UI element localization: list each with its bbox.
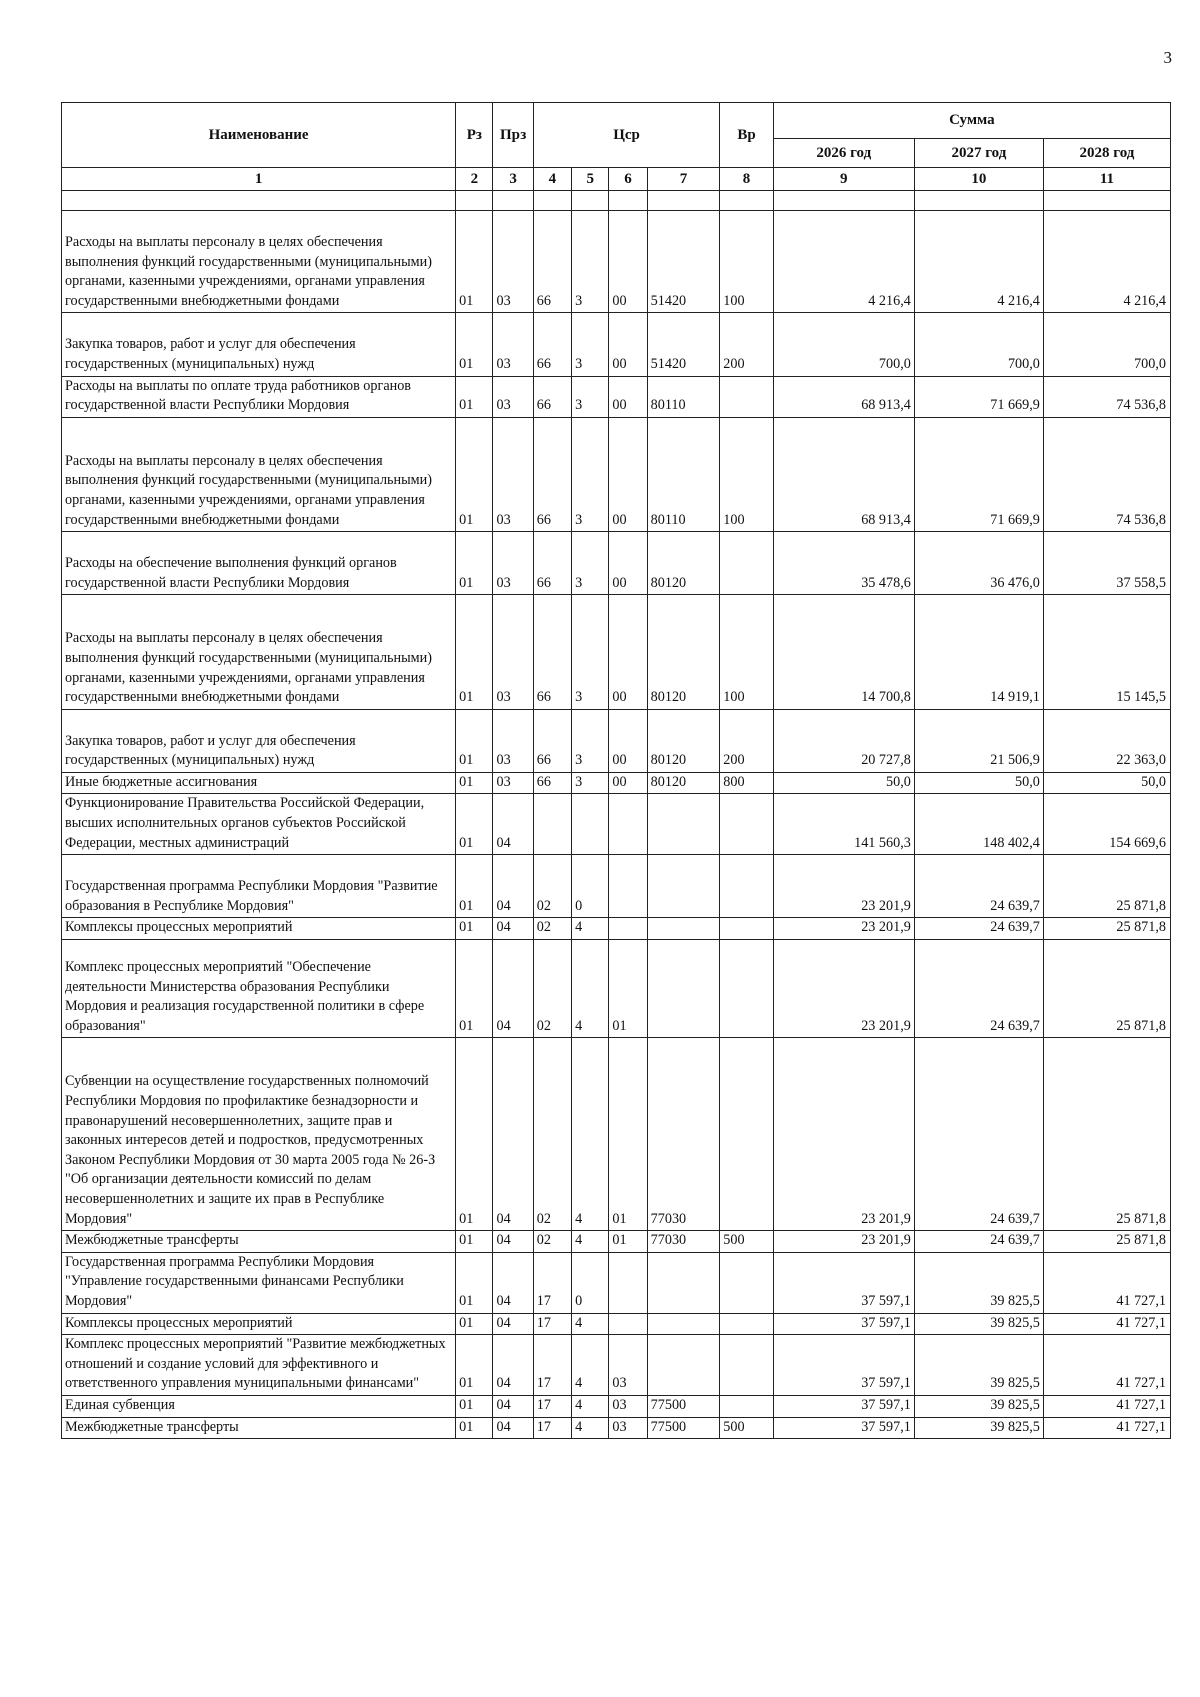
row-amount-2028: 74 536,8 [1043, 417, 1170, 531]
row-csr-1 [533, 794, 571, 855]
row-name: Расходы на выплаты персоналу в целях обеспечения выполнения функций государственными (муниципальными) органами, казенными учреждениями, органами управления государственными внебюджетными фондами [62, 417, 456, 531]
row-csr-1: 66 [533, 376, 571, 417]
row-csr-1: 02 [533, 918, 571, 940]
row-csr-1: 66 [533, 211, 571, 313]
column-number: 4 [533, 168, 571, 191]
row-name: Комплекс процессных мероприятий "Обеспечение деятельности Министерства образования Республики Мордовия и реализация государственной политики в сфере образования" [62, 940, 456, 1038]
row-amount-2026: 23 201,9 [773, 940, 914, 1038]
row-amount-2026: 23 201,9 [773, 1038, 914, 1231]
row-prz: 04 [493, 1313, 533, 1335]
row-rz: 01 [456, 1231, 493, 1253]
header-vr: Вр [720, 103, 773, 168]
row-prz: 03 [493, 709, 533, 772]
row-name: Функционирование Правительства Российской Федерации, высших исполнительных органов субъектов Российской Федерации, местных администраций [62, 794, 456, 855]
row-csr-2 [572, 794, 609, 855]
row-amount-2028: 4 216,4 [1043, 211, 1170, 313]
row-vr [720, 794, 773, 855]
row-csr-3 [609, 1313, 647, 1335]
row-csr-4: 80110 [647, 376, 720, 417]
row-csr-1: 02 [533, 1231, 571, 1253]
row-amount-2028: 41 727,1 [1043, 1313, 1170, 1335]
row-rz: 01 [456, 1335, 493, 1396]
row-csr-2: 4 [572, 1038, 609, 1231]
row-rz: 01 [456, 1417, 493, 1439]
column-number: 8 [720, 168, 773, 191]
row-name: Межбюджетные трансферты [62, 1231, 456, 1253]
row-csr-4: 51420 [647, 313, 720, 376]
table-row [62, 1231, 1171, 1253]
column-number: 11 [1043, 168, 1170, 191]
table-row [62, 1313, 1171, 1335]
row-csr-3: 01 [609, 1231, 647, 1253]
row-amount-2028: 41 727,1 [1043, 1252, 1170, 1313]
row-rz: 01 [456, 709, 493, 772]
row-vr: 500 [720, 1231, 773, 1253]
row-csr-4: 80120 [647, 772, 720, 794]
row-amount-2028: 41 727,1 [1043, 1335, 1170, 1396]
row-csr-4 [647, 1313, 720, 1335]
header-year-2028: 2028 год [1043, 139, 1170, 168]
row-amount-2027: 24 639,7 [914, 1038, 1043, 1231]
row-csr-3: 00 [609, 313, 647, 376]
row-amount-2027: 39 825,5 [914, 1252, 1043, 1313]
row-csr-1: 17 [533, 1335, 571, 1396]
row-csr-1: 17 [533, 1313, 571, 1335]
row-amount-2028: 700,0 [1043, 313, 1170, 376]
row-amount-2027: 39 825,5 [914, 1335, 1043, 1396]
row-amount-2026: 37 597,1 [773, 1335, 914, 1396]
row-amount-2026: 141 560,3 [773, 794, 914, 855]
row-prz: 04 [493, 1417, 533, 1439]
table-row [62, 532, 1171, 595]
row-rz: 01 [456, 1252, 493, 1313]
row-amount-2027: 36 476,0 [914, 532, 1043, 595]
row-rz: 01 [456, 1395, 493, 1417]
row-csr-1: 02 [533, 1038, 571, 1231]
row-vr [720, 940, 773, 1038]
row-csr-1: 02 [533, 855, 571, 918]
table-body [62, 191, 1171, 1439]
row-name: Субвенции на осуществление государственных полномочий Республики Мордовия по профилактике безнадзорности и правонарушений несовершеннолетних, защите прав и законных интересов детей и подростков, предусмотренных Законом Республики Мордовия от 30 марта 2005 года № 26-З "Об организации деятельности комиссий по делам несовершеннолетних и защите их прав в Республике Мордовия" [62, 1038, 456, 1231]
row-amount-2027: 700,0 [914, 313, 1043, 376]
row-prz: 04 [493, 794, 533, 855]
row-csr-3 [609, 855, 647, 918]
row-amount-2028: 50,0 [1043, 772, 1170, 794]
row-vr: 100 [720, 211, 773, 313]
row-csr-2: 4 [572, 1395, 609, 1417]
row-amount-2028: 25 871,8 [1043, 940, 1170, 1038]
table-row [62, 417, 1171, 531]
row-name: Закупка товаров, работ и услуг для обеспечения государственных (муниципальных) нужд [62, 709, 456, 772]
row-name: Расходы на выплаты по оплате труда работников органов государственной власти Республики Мордовия [62, 376, 456, 417]
row-prz: 04 [493, 1231, 533, 1253]
row-rz: 01 [456, 532, 493, 595]
row-rz: 01 [456, 940, 493, 1038]
table-row [62, 855, 1171, 918]
row-csr-3: 01 [609, 940, 647, 1038]
row-name: Расходы на выплаты персоналу в целях обеспечения выполнения функций государственными (муниципальными) органами, казенными учреждениями, органами управления государственными внебюджетными фондами [62, 595, 456, 709]
row-vr [720, 1335, 773, 1396]
row-csr-4: 77030 [647, 1038, 720, 1231]
row-csr-3: 00 [609, 532, 647, 595]
row-name: Иные бюджетные ассигнования [62, 772, 456, 794]
row-vr [720, 1038, 773, 1231]
row-csr-2: 4 [572, 1231, 609, 1253]
table-row [62, 211, 1171, 313]
row-csr-4 [647, 1335, 720, 1396]
row-csr-2: 4 [572, 1313, 609, 1335]
row-csr-4 [647, 918, 720, 940]
column-number: 9 [773, 168, 914, 191]
row-name: Расходы на выплаты персоналу в целях обеспечения выполнения функций государственными (муниципальными) органами, казенными учреждениями, органами управления государственными внебюджетными фондами [62, 211, 456, 313]
row-csr-3 [609, 1252, 647, 1313]
table-row [62, 1335, 1171, 1396]
header-name: Наименование [62, 103, 456, 168]
table-row [62, 794, 1171, 855]
row-csr-3 [609, 918, 647, 940]
row-csr-1: 17 [533, 1395, 571, 1417]
row-csr-2: 0 [572, 1252, 609, 1313]
row-rz: 01 [456, 1038, 493, 1231]
row-name: Межбюджетные трансферты [62, 1417, 456, 1439]
header-prz: Прз [493, 103, 533, 168]
header-sum: Сумма [773, 103, 1170, 139]
spacer-row [62, 191, 1171, 211]
row-csr-4: 80120 [647, 595, 720, 709]
row-prz: 03 [493, 595, 533, 709]
row-name: Государственная программа Республики Мордовия "Управление государственными финансами Республики Мордовия" [62, 1252, 456, 1313]
row-amount-2027: 39 825,5 [914, 1313, 1043, 1335]
row-csr-1: 17 [533, 1417, 571, 1439]
row-amount-2026: 23 201,9 [773, 1231, 914, 1253]
page-number: 3 [1163, 48, 1172, 67]
row-csr-4: 80110 [647, 417, 720, 531]
row-prz: 03 [493, 772, 533, 794]
column-number: 6 [609, 168, 647, 191]
row-prz: 03 [493, 313, 533, 376]
row-csr-4: 80120 [647, 709, 720, 772]
table-row [62, 1417, 1171, 1439]
row-amount-2027: 4 216,4 [914, 211, 1043, 313]
row-vr: 800 [720, 772, 773, 794]
row-name: Единая субвенция [62, 1395, 456, 1417]
row-csr-3: 00 [609, 709, 647, 772]
row-amount-2027: 14 919,1 [914, 595, 1043, 709]
row-amount-2027: 50,0 [914, 772, 1043, 794]
row-csr-1: 17 [533, 1252, 571, 1313]
column-number: 5 [572, 168, 609, 191]
row-csr-1: 66 [533, 313, 571, 376]
row-vr [720, 1252, 773, 1313]
row-prz: 04 [493, 1335, 533, 1396]
row-amount-2026: 23 201,9 [773, 918, 914, 940]
row-vr: 200 [720, 313, 773, 376]
table-row [62, 918, 1171, 940]
table-row [62, 1038, 1171, 1231]
column-number: 10 [914, 168, 1043, 191]
row-vr [720, 532, 773, 595]
table-row [62, 595, 1171, 709]
row-vr: 100 [720, 417, 773, 531]
row-amount-2026: 23 201,9 [773, 855, 914, 918]
row-csr-2: 3 [572, 313, 609, 376]
column-number: 1 [62, 168, 456, 191]
row-amount-2028: 25 871,8 [1043, 1038, 1170, 1231]
row-amount-2026: 35 478,6 [773, 532, 914, 595]
row-csr-2: 3 [572, 595, 609, 709]
row-csr-3: 00 [609, 417, 647, 531]
table-row [62, 1252, 1171, 1313]
row-amount-2027: 21 506,9 [914, 709, 1043, 772]
row-csr-1: 66 [533, 772, 571, 794]
row-vr [720, 855, 773, 918]
row-amount-2026: 50,0 [773, 772, 914, 794]
row-name: Государственная программа Республики Мордовия "Развитие образования в Республике Мордовия" [62, 855, 456, 918]
row-csr-3: 00 [609, 772, 647, 794]
table-row [62, 1395, 1171, 1417]
row-rz: 01 [456, 855, 493, 918]
row-amount-2028: 25 871,8 [1043, 855, 1170, 918]
row-amount-2027: 24 639,7 [914, 918, 1043, 940]
row-csr-2: 0 [572, 855, 609, 918]
row-amount-2028: 15 145,5 [1043, 595, 1170, 709]
row-vr [720, 376, 773, 417]
header-year-2026: 2026 год [773, 139, 914, 168]
row-amount-2028: 25 871,8 [1043, 918, 1170, 940]
budget-table [61, 102, 1171, 1439]
column-number: 2 [456, 168, 493, 191]
row-rz: 01 [456, 772, 493, 794]
row-rz: 01 [456, 794, 493, 855]
row-amount-2027: 24 639,7 [914, 1231, 1043, 1253]
row-csr-2: 4 [572, 940, 609, 1038]
table-row [62, 313, 1171, 376]
row-amount-2028: 41 727,1 [1043, 1395, 1170, 1417]
row-csr-1: 66 [533, 595, 571, 709]
row-amount-2026: 20 727,8 [773, 709, 914, 772]
row-csr-3: 03 [609, 1395, 647, 1417]
row-csr-2: 3 [572, 772, 609, 794]
row-csr-2: 3 [572, 211, 609, 313]
row-prz: 04 [493, 918, 533, 940]
row-vr [720, 1395, 773, 1417]
row-rz: 01 [456, 417, 493, 531]
row-vr [720, 918, 773, 940]
row-amount-2027: 24 639,7 [914, 855, 1043, 918]
row-csr-4: 77030 [647, 1231, 720, 1253]
row-amount-2028: 22 363,0 [1043, 709, 1170, 772]
row-rz: 01 [456, 918, 493, 940]
row-prz: 04 [493, 1395, 533, 1417]
row-prz: 03 [493, 532, 533, 595]
row-csr-1: 66 [533, 709, 571, 772]
table-row [62, 772, 1171, 794]
row-name: Закупка товаров, работ и услуг для обеспечения государственных (муниципальных) нужд [62, 313, 456, 376]
row-name: Комплекс процессных мероприятий "Развитие межбюджетных отношений и создание условий для эффективного и ответственного управления муниципальными финансами" [62, 1335, 456, 1396]
table-row [62, 940, 1171, 1038]
row-prz: 03 [493, 376, 533, 417]
row-csr-1: 02 [533, 940, 571, 1038]
row-amount-2026: 68 913,4 [773, 417, 914, 531]
row-amount-2026: 68 913,4 [773, 376, 914, 417]
row-csr-4 [647, 855, 720, 918]
column-numbers-row [62, 168, 1171, 191]
row-csr-2: 3 [572, 532, 609, 595]
row-csr-3: 03 [609, 1417, 647, 1439]
row-amount-2026: 37 597,1 [773, 1417, 914, 1439]
row-csr-4 [647, 1252, 720, 1313]
row-amount-2028: 37 558,5 [1043, 532, 1170, 595]
row-csr-4 [647, 940, 720, 1038]
row-csr-2: 3 [572, 709, 609, 772]
row-rz: 01 [456, 595, 493, 709]
row-csr-3: 00 [609, 595, 647, 709]
row-amount-2027: 148 402,4 [914, 794, 1043, 855]
row-amount-2026: 37 597,1 [773, 1252, 914, 1313]
row-name: Комплексы процессных мероприятий [62, 1313, 456, 1335]
row-csr-3: 00 [609, 211, 647, 313]
row-prz: 03 [493, 417, 533, 531]
header-year-2027: 2027 год [914, 139, 1043, 168]
row-name: Комплексы процессных мероприятий [62, 918, 456, 940]
row-csr-2: 3 [572, 376, 609, 417]
row-vr: 100 [720, 595, 773, 709]
row-csr-1: 66 [533, 532, 571, 595]
row-prz: 04 [493, 855, 533, 918]
row-csr-4: 77500 [647, 1395, 720, 1417]
row-csr-3: 03 [609, 1335, 647, 1396]
row-amount-2028: 25 871,8 [1043, 1231, 1170, 1253]
row-vr: 500 [720, 1417, 773, 1439]
row-prz: 03 [493, 211, 533, 313]
row-rz: 01 [456, 313, 493, 376]
row-csr-3: 01 [609, 1038, 647, 1231]
row-amount-2027: 39 825,5 [914, 1395, 1043, 1417]
row-name: Расходы на обеспечение выполнения функций органов государственной власти Республики Мордовия [62, 532, 456, 595]
row-amount-2026: 37 597,1 [773, 1395, 914, 1417]
table-row [62, 376, 1171, 417]
row-amount-2026: 700,0 [773, 313, 914, 376]
row-amount-2026: 14 700,8 [773, 595, 914, 709]
column-number: 3 [493, 168, 533, 191]
row-csr-4: 77500 [647, 1417, 720, 1439]
row-vr [720, 1313, 773, 1335]
row-csr-3 [609, 794, 647, 855]
header-rz: Рз [456, 103, 493, 168]
row-amount-2027: 71 669,9 [914, 376, 1043, 417]
row-amount-2027: 39 825,5 [914, 1417, 1043, 1439]
row-csr-2: 4 [572, 1335, 609, 1396]
row-rz: 01 [456, 376, 493, 417]
row-csr-2: 4 [572, 1417, 609, 1439]
row-csr-3: 00 [609, 376, 647, 417]
header-csr: Цср [533, 103, 720, 168]
row-amount-2026: 37 597,1 [773, 1313, 914, 1335]
row-prz: 04 [493, 1252, 533, 1313]
row-prz: 04 [493, 940, 533, 1038]
row-csr-4: 80120 [647, 532, 720, 595]
row-rz: 01 [456, 1313, 493, 1335]
row-vr: 200 [720, 709, 773, 772]
row-csr-2: 4 [572, 918, 609, 940]
table-row [62, 709, 1171, 772]
row-rz: 01 [456, 211, 493, 313]
row-prz: 04 [493, 1038, 533, 1231]
row-amount-2028: 74 536,8 [1043, 376, 1170, 417]
row-amount-2027: 24 639,7 [914, 940, 1043, 1038]
row-amount-2026: 4 216,4 [773, 211, 914, 313]
column-number: 7 [647, 168, 720, 191]
row-csr-2: 3 [572, 417, 609, 531]
row-csr-4: 51420 [647, 211, 720, 313]
row-csr-1: 66 [533, 417, 571, 531]
row-amount-2028: 154 669,6 [1043, 794, 1170, 855]
row-amount-2027: 71 669,9 [914, 417, 1043, 531]
row-csr-4 [647, 794, 720, 855]
row-amount-2028: 41 727,1 [1043, 1417, 1170, 1439]
